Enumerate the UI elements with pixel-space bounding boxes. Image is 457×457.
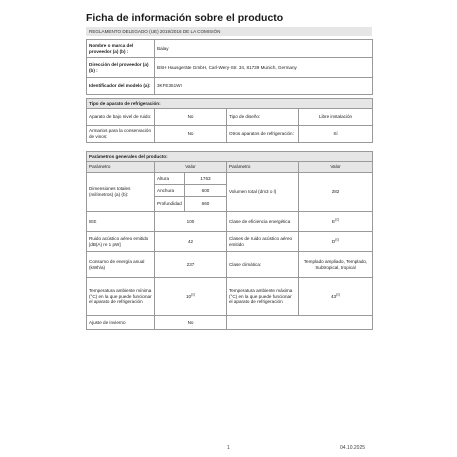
wine-storage-label: Armarios para la conservación de vinos: <box>87 126 155 143</box>
energy-class-value <box>299 212 373 232</box>
eei-value: 100 <box>155 212 227 232</box>
min-temp-footnote: (c) <box>191 292 196 297</box>
noise-class-footnote: (c) <box>335 237 340 242</box>
address-label: Dirección del proveedor (a) (b) : <box>87 58 155 78</box>
depth-value: 660 <box>185 197 227 212</box>
column-header-value: Valor <box>155 162 227 173</box>
width-value: 600 <box>185 185 227 197</box>
energy-class-letter: E <box>332 218 336 224</box>
supplier-table <box>86 39 373 95</box>
empty-cell <box>227 316 373 330</box>
noise-emission-value: 42 <box>155 232 227 252</box>
height-value: 1763 <box>185 173 227 185</box>
max-ambient-temp-label: Temperatura ambiente máxima (°C) en la que puede funcionar el aparato de refrigeración <box>227 278 299 316</box>
height-label: Altura <box>155 173 185 185</box>
general-parameters-table <box>86 151 373 330</box>
climate-class-label: Clase climática: <box>227 252 299 278</box>
appliance-type-table <box>86 98 373 143</box>
noise-class-value <box>299 232 373 252</box>
brand-label: Nombre o marca del proveedor (a) (b) : <box>87 40 155 58</box>
other-appliance-value: Sí <box>299 126 373 143</box>
max-ambient-temp-value <box>299 278 373 316</box>
low-noise-label: Aparato de bajo nivel de ruido: <box>87 109 155 126</box>
page-title: Ficha de información sobre el producto <box>86 12 284 24</box>
depth-label: Profundidad <box>155 197 185 212</box>
brand-value: Balay <box>155 40 373 58</box>
noise-class-label: Clases de ruido acústico aéreo emitido <box>227 232 299 252</box>
total-volume-label: Volumen total (dm3 o l) <box>227 173 299 212</box>
min-ambient-temp-value <box>155 278 227 316</box>
dimensions-label: Dimensiones totales (milímetros) (a) (b): <box>87 173 155 212</box>
total-volume-value: 282 <box>299 173 373 212</box>
wine-storage-value: No <box>155 126 227 143</box>
climate-class-value: Templado ampliado, Templado, Subtropical, tropical <box>299 252 373 278</box>
other-appliance-label: Otros aparatos de refrigeración: <box>227 126 299 143</box>
general-parameters-heading: Parámetros generales del producto: <box>87 152 373 162</box>
eei-label: IEE <box>87 212 155 232</box>
appliance-type-heading: Tipo de aparato de refrigeración: <box>87 99 373 109</box>
annual-energy-label: Consumo de energía anual (kWh/a) <box>87 252 155 278</box>
min-temp-number: 10 <box>185 293 192 299</box>
page-number: 1 <box>227 445 230 451</box>
max-temp-number: 43 <box>330 293 337 299</box>
energy-class-footnote: (c) <box>335 217 340 222</box>
width-label: Anchura <box>155 185 185 197</box>
noise-class-letter: D <box>331 238 336 244</box>
design-type-value: Libre instalación <box>299 109 373 126</box>
winter-setting-label: Ajuste de invierno <box>87 316 155 330</box>
column-header-value-2: Valor <box>299 162 373 173</box>
max-temp-footnote: (c) <box>336 292 341 297</box>
annual-energy-value: 237 <box>155 252 227 278</box>
energy-class-label: Clase de eficiencia energética <box>227 212 299 232</box>
noise-emission-label: Ruido acústico aéreo emitido [dB(A) re 1 pW] <box>87 232 155 252</box>
regulation-bar: REGLAMENTO DELEGADO (UE) 2019/2016 DE LA COMISIÓN <box>86 27 372 36</box>
model-value: 3KFE351WI <box>155 78 373 95</box>
design-type-label: Tipo de diseño: <box>227 109 299 126</box>
column-header-parameter: Parámetro <box>87 162 155 173</box>
address-value: BSH Hausgeräte GmbH, Carl-Wery-Str. 34, 81739 Munich, Germany <box>155 58 373 78</box>
low-noise-value: No <box>155 109 227 126</box>
min-ambient-temp-label: Temperatura ambiente mínima (°C) en la que puede funcionar el aparato de refrigeración <box>87 278 155 316</box>
winter-setting-value: No <box>155 316 227 330</box>
model-label: Identificador del modelo (a): <box>87 78 155 95</box>
column-header-parameter-2: Parámetro <box>227 162 299 173</box>
footer-date: 04.10.2025 <box>340 445 366 451</box>
